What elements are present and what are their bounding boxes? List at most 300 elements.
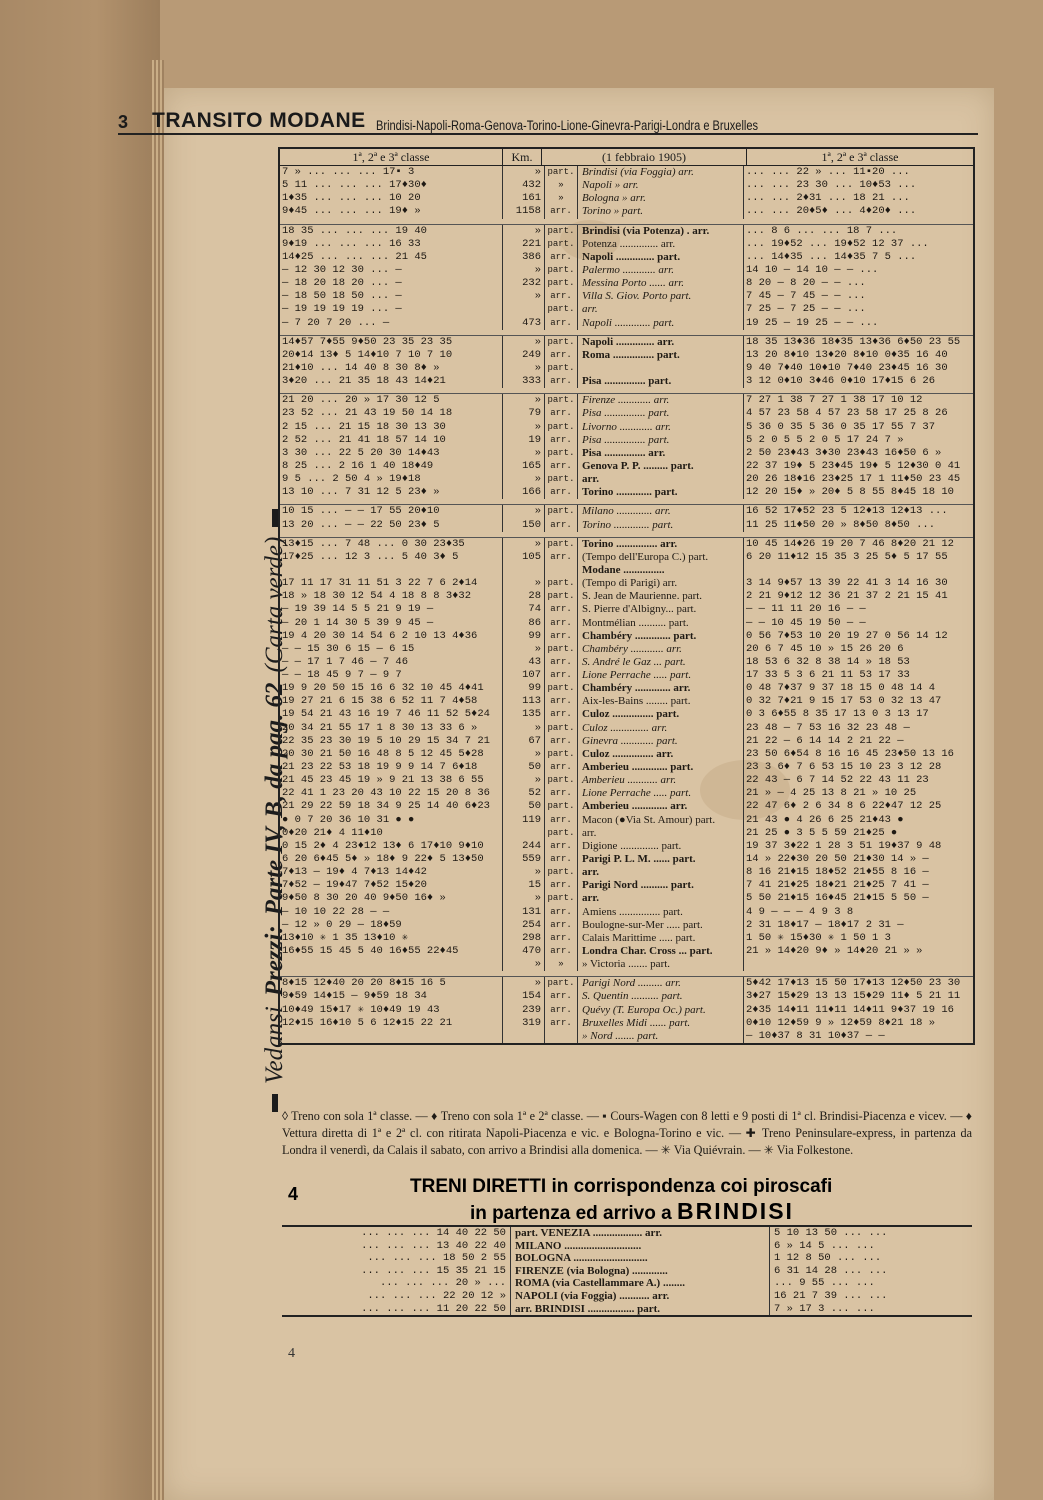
station-block [502,407,744,420]
km-cell: » [503,892,545,905]
station-block [502,827,744,840]
book-edge [0,0,160,1500]
km-cell: 470 [503,945,545,958]
times-outbound: 18 » 18 30 12 54 4 18 8 8 3♦32 [282,590,472,603]
km-cell: 298 [503,932,545,945]
arr-part-cell: part. [545,682,578,695]
station-name: arr. [582,866,600,879]
times-outbound: 22 41 1 23 20 43 10 22 15 20 8 36 [282,787,490,800]
sidebar-text-2: Prezzi: [261,925,288,997]
times-return: 11 25 11♦50 20 » 8♦50 8♦50 ... [746,518,936,531]
times-outbound: 21 29 22 59 18 34 9 25 14 40 6♦23 [282,800,490,813]
station-name: Parigi P. L. M. ...... part. [582,853,696,866]
table-row [280,800,973,813]
arr-part-cell: arr. [545,990,578,1003]
table-row [280,538,973,551]
arr-part-cell: arr. [545,486,578,499]
station-block [502,1017,744,1030]
times-return: 8 20 — 8 20 — — ... [746,277,866,290]
table-row [280,303,973,316]
table-row [280,362,973,375]
times-return: 20 26 18♦16 23♦25 17 1 11♦50 23 45 [746,473,961,486]
station-name: Napoli .............. arr. [582,335,675,348]
arr-part-cell: arr. [545,656,578,669]
times-outbound: 1♦35 ... ... ... 10 20 [282,192,421,205]
times-return: 4 57 23 58 4 57 23 58 17 25 8 26 [746,407,948,420]
km-cell: 52 [503,787,545,800]
times-return: 23 48 — 7 53 16 32 23 48 — [746,721,910,734]
arr-part-cell: arr. [545,519,578,532]
table-row [280,603,973,616]
station-block [502,761,744,774]
station-name: Amberieu ............. part. [582,761,694,774]
km-cell: » [503,166,545,179]
station-name: S. Jean de Maurienne. part. [582,590,703,603]
times-outbound: 21♦10 ... 14 40 8 30 8♦ » [282,361,440,374]
table-row [280,906,973,919]
km-cell: 473 [503,317,545,330]
times-return: 23 3 6♦ 7 6 53 15 10 23 3 12 28 [746,761,942,774]
station-block [502,394,744,407]
table-row [280,290,973,303]
station-block [502,519,744,532]
table-row [280,564,973,577]
station-name: Chambéry ............ arr. [582,642,682,655]
km-cell: 154 [503,990,545,1003]
times-return: 17 33 5 3 6 21 11 53 17 33 [746,669,910,682]
brindisi-times-return: 5 10 13 50 ... ... [774,1227,888,1239]
brindisi-station: NAPOLI (via Foggia) ........... arr. [511,1290,770,1303]
times-outbound: 0 15 2♦ 4 23♦12 13♦ 6 17♦10 9♦10 [282,839,484,852]
arr-part-cell: arr. [545,290,578,303]
station-block [502,853,744,866]
km-cell: » [503,473,545,486]
station-name: Quévy (T. Europa Oc.) part. [582,1003,706,1016]
table-row [280,505,973,518]
page-stack [152,60,164,1500]
station-block [502,317,744,330]
station-name: Montmélian .......... part. [582,616,689,629]
arr-part-cell: part. [545,421,578,434]
station-block [502,590,744,603]
station-name: arr. [582,826,597,839]
arr-part-cell: arr. [545,853,578,866]
arr-part-cell: part. [545,827,578,840]
station-block [502,362,744,375]
km-cell: 74 [503,603,545,616]
km-cell: » [503,538,545,551]
times-outbound: 14♦25 ... ... ... 21 45 [282,250,427,263]
times-return: 21 43 ● 4 26 6 25 21♦43 ● [746,813,904,826]
station-name: Amberieu ........... arr. [582,774,677,787]
km-cell: » [503,505,545,518]
table-row [280,166,973,179]
km-cell: 249 [503,349,545,362]
arr-part-cell [545,564,578,577]
page-header [118,105,978,135]
station-block [502,166,744,179]
station-name: Digione .............. part. [582,839,682,852]
table-row [280,407,973,420]
brindisi-times-return: 1 12 8 50 ... ... [774,1252,882,1265]
km-cell: 432 [503,179,545,192]
times-return: 4 9 — — — 4 9 3 8 [746,905,854,918]
arr-part-cell: arr. [545,251,578,264]
brindisi-times-return: 16 21 7 39 ... ... [774,1289,888,1302]
station-name: S. André le Gaz ... part. [582,655,686,668]
page-title: TRANSITO MODANE [152,109,366,132]
times-outbound: 9♦59 14♦15 — 9♦59 18 34 [282,990,427,1003]
brindisi-row [282,1303,972,1316]
km-cell: » [503,447,545,460]
times-outbound: 8 25 ... 2 16 1 40 18♦49 [282,459,434,472]
station-block [502,505,744,518]
times-return: ... 19♦52 ... 19♦52 12 37 ... [746,237,929,250]
arr-part-cell: part. [545,774,578,787]
times-outbound: 20 34 21 55 17 1 8 30 13 33 6 » [282,721,478,734]
times-outbound: 14♦57 7♦55 9♦50 23 35 23 35 [282,335,453,348]
times-return: 20 6 7 45 10 » 15 26 20 6 [746,642,904,655]
times-return: — — 10 45 19 50 — — [746,616,866,629]
station-block [502,656,744,669]
times-return: 16 52 17♦52 23 5 12♦13 12♦13 ... [746,505,948,518]
table-row [280,1017,973,1030]
station-name: Messina Porto ...... arr. [582,277,685,290]
times-return: 3 14 9♦57 13 39 22 41 3 14 16 30 [746,577,948,590]
table-row [280,460,973,473]
times-outbound: — 18 50 18 50 ... — [282,290,402,303]
brindisi-times-return: 7 » 17 3 ... ... [774,1302,875,1315]
table-row [280,1004,973,1017]
km-cell: 254 [503,919,545,932]
station-name [578,362,743,375]
km-cell: » [503,977,545,990]
km-cell: 15 [503,879,545,892]
table-row [280,317,973,330]
table-row [280,630,973,643]
km-cell: 67 [503,735,545,748]
km-cell: 86 [503,617,545,630]
arr-part-cell: part. [545,538,578,551]
station-block [502,814,744,827]
station-block [502,192,744,205]
km-cell: 43 [503,656,545,669]
times-return: 2 50 23♦43 3♦30 23♦43 16♦50 6 » [746,446,942,459]
arr-part-cell: arr. [545,460,578,473]
times-return: ... 14♦35 ... 14♦35 7 5 ... [746,250,917,263]
station-name: » Victoria ....... part. [582,958,671,971]
times-return: — — 11 11 20 16 — — [746,603,866,616]
km-cell: 113 [503,695,545,708]
times-return: 8 16 21♦15 18♦52 21♦55 8 16 — [746,866,929,879]
times-return: 7 41 21♦25 18♦21 21♦25 7 41 — [746,879,929,892]
times-return: 2 31 18♦17 — 18♦17 2 31 — [746,918,904,931]
arr-part-cell: arr. [545,349,578,362]
station-block [502,205,744,218]
station-block [502,303,744,316]
station-name: » Nord ....... part. [582,1029,659,1042]
page-footer-number: 4 [288,1346,295,1361]
arr-part-cell: arr. [545,906,578,919]
km-cell: » [503,362,545,375]
km-cell: » [503,722,545,735]
table-row [280,551,973,564]
station-block [502,617,744,630]
station-name: Napoli » arr. [582,179,639,192]
table-row [280,1030,973,1043]
times-outbound: 8♦15 12♦40 20 20 8♦15 16 5 [282,977,446,990]
brindisi-times-out: ... ... ... 13 40 22 40 [282,1240,511,1253]
times-return: 0♦10 12♦59 9 » 12♦59 8♦21 18 » [746,1016,936,1029]
table-row [280,708,973,721]
brindisi-row [282,1265,972,1278]
sidebar-text-1: Vedansi [261,1006,288,1084]
times-return: 2♦35 14♦11 11♦11 14♦11 9♦37 19 16 [746,1003,954,1016]
times-outbound: — 12 30 12 30 ... — [282,263,402,276]
times-outbound: 20♦14 13♦ 5 14♦10 7 10 7 10 [282,348,453,361]
times-return: 5 2 0 5 5 2 0 5 17 24 7 » [746,433,904,446]
station-block [502,906,744,919]
times-outbound: 9♦45 ... ... ... 19♦ » [282,205,421,218]
times-return: 19 37 3♦22 1 28 3 51 19♦37 9 48 [746,839,942,852]
arr-part-cell: arr. [545,932,578,945]
km-cell: 79 [503,407,545,420]
times-outbound: 21 20 ... 20 » 17 30 12 5 [282,394,440,407]
table-row [280,643,973,656]
times-outbound: 21 23 22 53 18 19 9 9 14 7 6♦18 [282,761,478,774]
times-return: 5 36 0 35 5 36 0 35 17 55 7 37 [746,420,936,433]
station-name: Villa S. Giov. Porto part. [582,290,692,303]
km-cell: 50 [503,761,545,774]
header-left-classes: 1ª, 2ª e 3ª classe [280,149,503,165]
table-row [280,349,973,362]
times-return: 12 20 15♦ » 20♦ 5 8 55 8♦45 18 10 [746,486,954,499]
arr-part-cell: part. [545,238,578,251]
station-block [502,1030,744,1043]
station-name: S. Pierre d'Albigny... part. [582,603,697,616]
times-outbound: — 7 20 7 20 ... — [282,316,390,329]
station-name: Torino ............... arr. [582,537,678,550]
station-name: Torino ............. part. [582,518,674,531]
km-cell: 161 [503,192,545,205]
times-outbound: 13♦15 ... 7 48 ... 0 30 23♦35 [282,537,465,550]
station-name: Torino ............. part. [582,486,678,499]
times-return: — 10♦37 8 31 10♦37 — — [746,1029,885,1042]
times-return: 18 35 13♦36 18♦35 13♦36 6♦50 23 55 [746,335,961,348]
arr-part-cell: arr. [545,317,578,330]
times-outbound: ● 0 7 20 36 10 31 ● ● [282,813,415,826]
km-cell [503,827,545,840]
arr-part-cell: part. [545,394,578,407]
times-outbound: 21 45 23 45 19 » 9 21 13 38 6 55 [282,774,484,787]
table-row [280,840,973,853]
station-block [502,879,744,892]
arr-part-cell: arr. [545,919,578,932]
times-outbound: 7♦13 — 19♦ 4 7♦13 14♦42 [282,866,427,879]
table-row [280,251,973,264]
times-outbound: — 20 1 14 30 5 39 9 45 — [282,616,434,629]
times-outbound: 2 15 ... 21 15 18 30 13 30 [282,420,446,433]
times-return: ... ... 22 » ... 11▪20 ... [746,166,910,178]
arr-part-cell: part. [545,892,578,905]
times-return: 9 40 7♦40 10♦10 7♦40 23♦45 16 30 [746,361,948,374]
station-block [502,349,744,362]
times-return: 22 43 — 6 7 14 52 22 43 11 23 [746,774,929,787]
station-name: Amberieu ............. arr. [582,800,688,813]
brindisi-row [282,1227,972,1240]
table-row [280,617,973,630]
sidebar-text-4: (Carta verde) [261,536,288,673]
table-row [280,336,973,349]
km-cell: » [503,290,545,303]
times-return: ... ... 2♦31 ... 18 21 ... [746,192,910,205]
station-block [502,473,744,486]
times-outbound: 3♦20 ... 21 35 18 43 14♦21 [282,375,446,388]
times-return: 21 22 — 6 14 14 2 21 22 — [746,734,904,747]
times-return: 21 » 14♦20 9♦ » 14♦20 21 » » [746,945,923,958]
times-return: 5 50 21♦15 16♦45 21♦15 5 50 — [746,892,929,905]
station-block [502,932,744,945]
km-cell: 50 [503,800,545,813]
page-number: 3 [118,112,129,132]
times-outbound: — 12 » 0 29 — 18♦59 [282,918,402,931]
brindisi-times-out: ... ... ... 18 50 2 55 [282,1252,511,1265]
table-row [280,205,973,218]
station-name: Lione Perrache ..... part. [582,787,692,800]
station-block [502,990,744,1003]
times-return: 14 10 — 14 10 — — ... [746,263,879,276]
station-name: Culoz .............. arr. [582,721,668,734]
times-outbound: 9 5 ... 2 50 4 » 19♦18 [282,473,421,486]
table-row [280,827,973,840]
times-return [744,958,966,971]
station-block [502,748,744,761]
station-block [502,421,744,434]
table-row [280,434,973,447]
table-row [280,486,973,499]
table-row [280,669,973,682]
pointer-mark-icon [272,1094,278,1112]
km-cell: 135 [503,708,545,721]
station-name: arr. [582,892,600,905]
arr-part-cell: part. [545,225,578,238]
km-cell: » [503,774,545,787]
brindisi-times-out: ... ... ... 14 40 22 50 [282,1227,511,1240]
arr-part-cell: part. [545,264,578,277]
times-outbound: 9♦50 8 30 20 40 9♦50 16♦ » [282,892,446,905]
times-outbound: 22 35 23 30 19 5 10 29 15 34 7 21 [282,734,490,747]
station-block [502,603,744,616]
km-cell [503,564,545,577]
station-block [502,251,744,264]
arr-part-cell: part. [545,748,578,761]
station-name: Firenze ............ arr. [582,394,670,407]
table-row [280,238,973,251]
km-cell: 19 [503,434,545,447]
table-row [280,473,973,486]
km-cell: » [503,577,545,590]
station-block [502,892,744,905]
station-block [502,774,744,787]
arr-part-cell: part. [545,590,578,603]
times-return: 13 20 8♦10 13♦20 8♦10 0♦35 16 40 [746,348,948,361]
times-return: 21 25 ● 3 5 5 59 21♦25 ● [746,826,898,839]
arr-part-cell: part. [545,303,578,316]
km-cell: 150 [503,519,545,532]
footnotes: ◊ Treno con sola 1ª classe. — ♦ Treno con sola 1ª e 2ª classe. — ▪ Cours-Wagen con 8 letti e 9 posti di 1ª cl. Brindisi-Piacenza e vicev. — ♦ Vettura diretta di 1ª e 2ª cl. con ritirata Napoli-Piacenza e vic. e Bologna-Torino e vic. — ✚ Treno Peninsulare-express, in partenza da Londra il venerdì, da Calais il sabato, con arrivo a Brindisi alla domenica. — ✳ Via Quiévrain. — ✳ Via Folkestone. [282,1109,972,1157]
arr-part-cell: arr. [545,787,578,800]
station-block [502,800,744,813]
times-return: 23 50 6♦54 8 16 16 45 23♦50 13 16 [746,747,954,760]
times-return: 2 21 9♦12 12 36 21 37 2 21 15 41 [746,590,948,603]
station-block [502,958,744,971]
times-outbound: — 10 10 22 28 — — [282,905,390,918]
table-row [280,892,973,905]
times-return: 21 » — 4 25 13 8 21 » 10 25 [746,787,917,800]
times-return: 22 47 6♦ 2 6 34 8 6 22♦47 12 25 [746,800,942,813]
km-cell: 107 [503,669,545,682]
section-number: 4 [288,1184,299,1204]
table-row [280,866,973,879]
arr-part-cell: part. [545,577,578,590]
station-block [502,630,744,643]
brindisi-times-out: ... ... ... 22 20 12 » [282,1290,511,1303]
times-return: 0 3 6♦55 8 35 17 13 0 3 13 17 [746,708,929,721]
arr-part-cell: part. [545,166,578,179]
brindisi-times-return: ... 9 55 ... ... [774,1277,875,1290]
times-return: 7 25 — 7 25 — — ... [746,303,866,316]
arr-part-cell: arr. [545,434,578,447]
times-outbound [280,564,502,577]
arr-part-cell: arr. [545,840,578,853]
times-outbound: 6 20 6♦45 5♦ » 18♦ 9 22♦ 5 13♦50 [282,853,484,866]
station-name: Modane ............... [582,563,665,576]
station-name: Chambéry ............. part. [582,629,697,642]
table-row [280,447,973,460]
table-row [280,977,973,990]
times-outbound: 16♦55 15 45 5 40 16♦55 22♦45 [282,945,459,958]
times-outbound [280,958,502,971]
km-cell: 99 [503,630,545,643]
arr-part-cell: arr. [545,205,578,218]
km-cell: 333 [503,375,545,388]
table-row [280,919,973,932]
times-outbound: 19 27 21 6 15 38 6 52 11 7 4♦58 [282,695,478,708]
station-block [502,225,744,238]
table-row [280,787,973,800]
header-date: (1 febbraio 1905) [542,149,747,165]
arr-part-cell: part. [545,977,578,990]
brindisi-times-return: 6 31 14 28 ... ... [774,1264,888,1277]
times-return [744,564,966,577]
arr-part-cell: arr. [545,551,578,564]
station-name: Pisa ............... arr. [582,446,666,459]
station-block [502,866,744,879]
table-row [280,695,973,708]
station-block [502,434,744,447]
station-block [502,460,744,473]
station-name: Brindisi (via Potenza) . arr. [582,224,710,237]
table-row [280,590,973,603]
km-cell: 119 [503,814,545,827]
times-return: 19 25 — 19 25 — — ... [746,316,879,329]
brindisi-station: MILANO ............................ [511,1240,770,1253]
station-name: Pisa ............... part. [582,407,670,420]
station-name: Bologna » arr. [582,192,646,205]
times-outbound [280,1030,502,1043]
station-name: Lione Perrache ..... part. [582,669,692,682]
brindisi-station: FIRENZE (via Bologna) ............. [511,1265,770,1278]
